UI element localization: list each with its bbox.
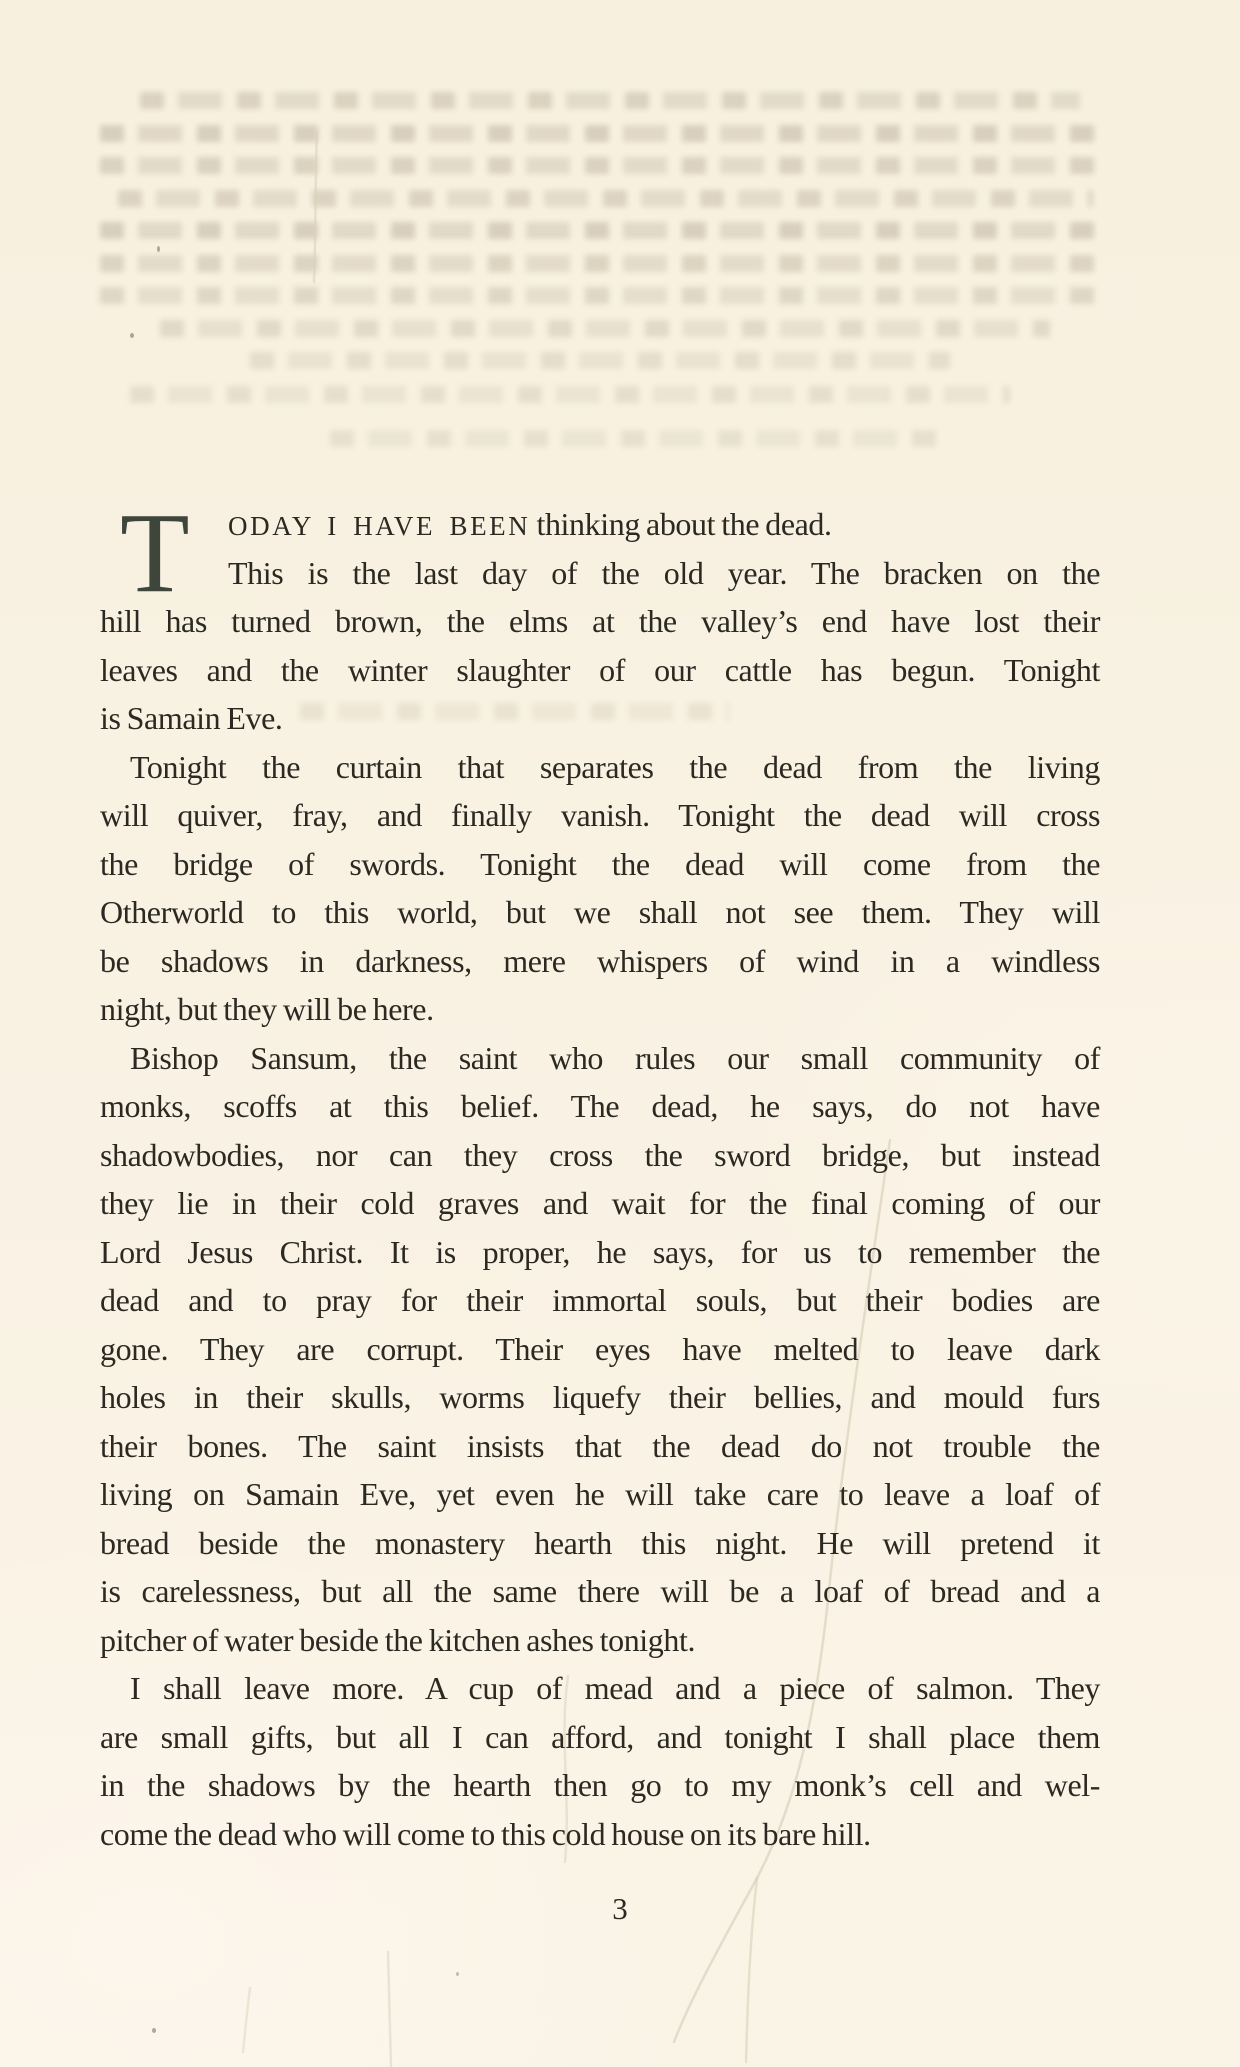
ghost-text-row xyxy=(140,92,1080,109)
ghost-text-row xyxy=(100,222,1105,239)
body-line: gone. They are corrupt. Their eyes have melted to leave dark xyxy=(100,1330,1100,1367)
ghost-text-row xyxy=(250,352,950,369)
body-line: monks, scoffs at this belief. The dead, he says, do not have xyxy=(100,1088,1100,1124)
body-line: Otherworld to this world, but we shall not see them. They will xyxy=(100,894,1100,930)
ghost-text-row xyxy=(100,125,1105,142)
ghost-text-row xyxy=(160,320,1050,337)
ink-speck xyxy=(130,333,134,338)
body-line: the bridge of swords. Tonight the dead will come from the xyxy=(100,845,1100,882)
body-line: Bishop Sansum, the saint who rules our small community of xyxy=(130,1039,1100,1076)
drop-cap: T xyxy=(120,489,190,616)
ghost-text-row xyxy=(100,157,1105,174)
ghost-text-row xyxy=(100,255,1105,272)
body-line: is carelessness, but all the same there will be a loaf of bread and a xyxy=(100,1573,1100,1609)
ghost-text-row xyxy=(100,287,1100,304)
opening-rest: thinking about the dead. xyxy=(530,506,832,542)
ghost-text-row xyxy=(118,190,1093,207)
body-line: This is the last day of the old year. The bracken on the xyxy=(228,554,1100,591)
body-line: will quiver, fray, and finally vanish. Tonight the dead will cross xyxy=(100,797,1100,833)
body-line: be shadows in darkness, mere whispers of wind in a windless xyxy=(100,942,1100,979)
body-line: leaves and the winter slaughter of our cattle has begun. Tonight xyxy=(100,651,1100,688)
body-line: they lie in their cold graves and wait for the final coming of our xyxy=(100,1185,1100,1221)
body-line: is Samain Eve. xyxy=(100,700,283,736)
opening-small-caps: ODAY I HAVE BEEN xyxy=(228,511,531,541)
ghost-text-row xyxy=(330,430,950,447)
ghost-text-row xyxy=(130,386,1010,403)
body-line: are small gifts, but all I can afford, and tonight I shall place them xyxy=(100,1718,1100,1755)
ink-speck xyxy=(152,2028,156,2033)
body-line: Tonight the curtain that separates the dead from the living xyxy=(130,748,1100,785)
page-text xyxy=(100,489,1100,1858)
ink-speck xyxy=(157,246,160,252)
body-line: shadowbodies, nor can they cross the sword bridge, but instead xyxy=(100,1136,1100,1173)
body-line: living on Samain Eve, yet even he will take care to leave a loaf of xyxy=(100,1476,1100,1512)
body-line: hill has turned brown, the elms at the valley’s end have lost their xyxy=(100,603,1100,639)
body-lines xyxy=(100,549,1100,1859)
body-line: in the shadows by the hearth then go to my monk’s cell and wel- xyxy=(100,1767,1100,1803)
body-line: night, but they will be here. xyxy=(100,991,434,1027)
body-line: Lord Jesus Christ. It is proper, he says, for us to remember the xyxy=(100,1233,1100,1270)
body-line: holes in their skulls, worms liquefy their bellies, and mould furs xyxy=(100,1379,1100,1415)
body-line: dead and to pray for their immortal souls, but their bodies are xyxy=(100,1282,1100,1318)
page-number: 3 xyxy=(612,1891,628,1926)
opening-line xyxy=(100,500,1100,549)
body-line: their bones. The saint insists that the dead do not trouble the xyxy=(100,1427,1100,1464)
body-line: bread beside the monastery hearth this night. He will pretend it xyxy=(100,1524,1100,1561)
body-line: I shall leave more. A cup of mead and a piece of salmon. They xyxy=(130,1670,1100,1706)
ink-speck xyxy=(456,1972,459,1976)
body-line: come the dead who will come to this cold house on its bare hill. xyxy=(100,1815,871,1852)
body-line: pitcher of water beside the kitchen ashes tonight. xyxy=(100,1621,696,1658)
